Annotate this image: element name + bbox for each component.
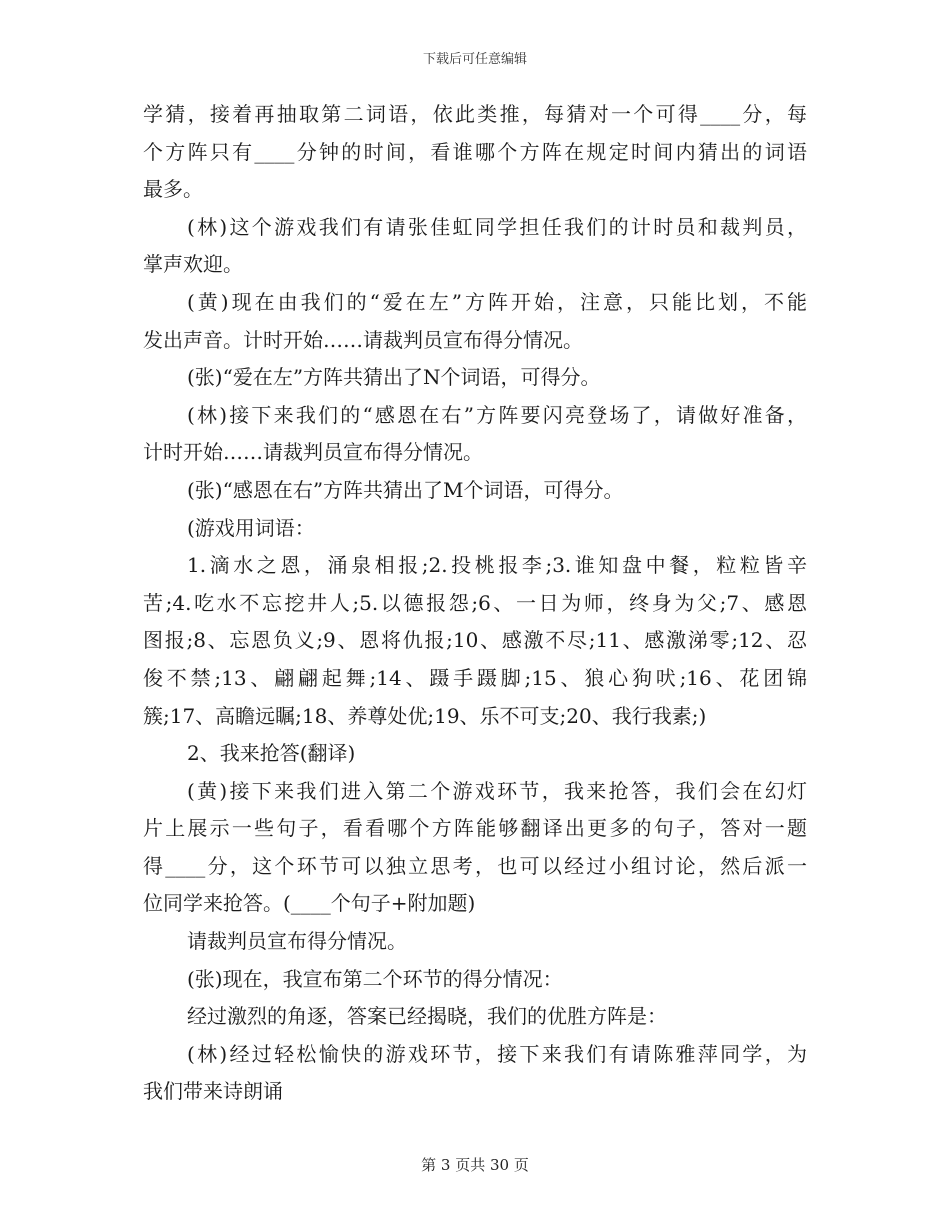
section-heading: 2、我来抢答(翻译) [187, 741, 356, 766]
text-line: (林)经过轻松愉快的游戏环节，接下来我们有请陈雅萍同学，为 [187, 1041, 807, 1066]
page-number: 第 3 页共 30 页 [421, 1156, 529, 1174]
text-line: (张)“爱在左”方阵共猜出了N个词语，可得分。 [187, 365, 601, 390]
text-line: 我们带来诗朗诵 [143, 1079, 283, 1104]
text-line: 位同学来抢答。(____个句子+附加题) [143, 891, 476, 916]
text-line: 掌声欢迎。 [143, 252, 243, 277]
text-line: 经过激烈的角逐，答案已经揭晓，我们的优胜方阵是： [187, 1004, 667, 1029]
text-line: 片上展示一些句子，看看哪个方阵能够翻译出更多的句子，答对一题 [143, 816, 807, 841]
text-line: 1.滴水之恩，涌泉相报;2.投桃报李;3.谁知盘中餐，粒粒皆辛 [187, 553, 807, 578]
text-line: 俊不禁;13、翩翩起舞;14、蹑手蹑脚;15、狼心狗吠;16、花团锦 [143, 665, 807, 690]
text-line: 得____分，这个环节可以独立思考，也可以经过小组讨论，然后派一 [143, 853, 807, 878]
text-line: 最多。 [143, 177, 203, 202]
text-line: (黄)现在由我们的“爱在左”方阵开始，注意，只能比划，不能 [187, 289, 807, 314]
text-line: 簇;17、高瞻远瞩;18、养尊处优;19、乐不可支;20、我行我素;) [143, 703, 707, 728]
text-line: 图报;8、忘恩负义;9、恩将仇报;10、感激不尽;11、感激涕零;12、忍 [143, 628, 807, 653]
text-line: (黄)接下来我们进入第二个游戏环节，我来抢答，我们会在幻灯 [187, 778, 807, 803]
text-line: (张)现在，我宣布第二个环节的得分情况： [187, 966, 563, 991]
text-line: (林)接下来我们的“感恩在右”方阵要闪亮登场了，请做好准备， [187, 402, 807, 427]
text-line: 计时开始……请裁判员宣布得分情况。 [143, 440, 483, 465]
document-body [143, 96, 807, 1111]
text-line: (张)“感恩在右”方阵共猜出了M个词语，可得分。 [187, 477, 624, 502]
page-header: 下载后可任意编辑 [422, 52, 527, 67]
text-line: 苦;4.吃水不忘挖井人;5.以德报怨;6、一日为师，终身为父;7、感恩 [143, 590, 807, 615]
text-line: (林)这个游戏我们有请张佳虹同学担任我们的计时员和裁判员， [187, 214, 807, 239]
text-line: (游戏用词语： [187, 515, 315, 540]
text-line: 发出声音。计时开始……请裁判员宣布得分情况。 [143, 327, 583, 352]
text-line: 学猜，接着再抽取第二词语，依此类推，每猜对一个可得____分，每 [143, 102, 807, 126]
text-line: 请裁判员宣布得分情况。 [187, 929, 407, 954]
text-line: 个方阵只有____分钟的时间，看谁哪个方阵在规定时间内猜出的词语 [143, 139, 807, 164]
